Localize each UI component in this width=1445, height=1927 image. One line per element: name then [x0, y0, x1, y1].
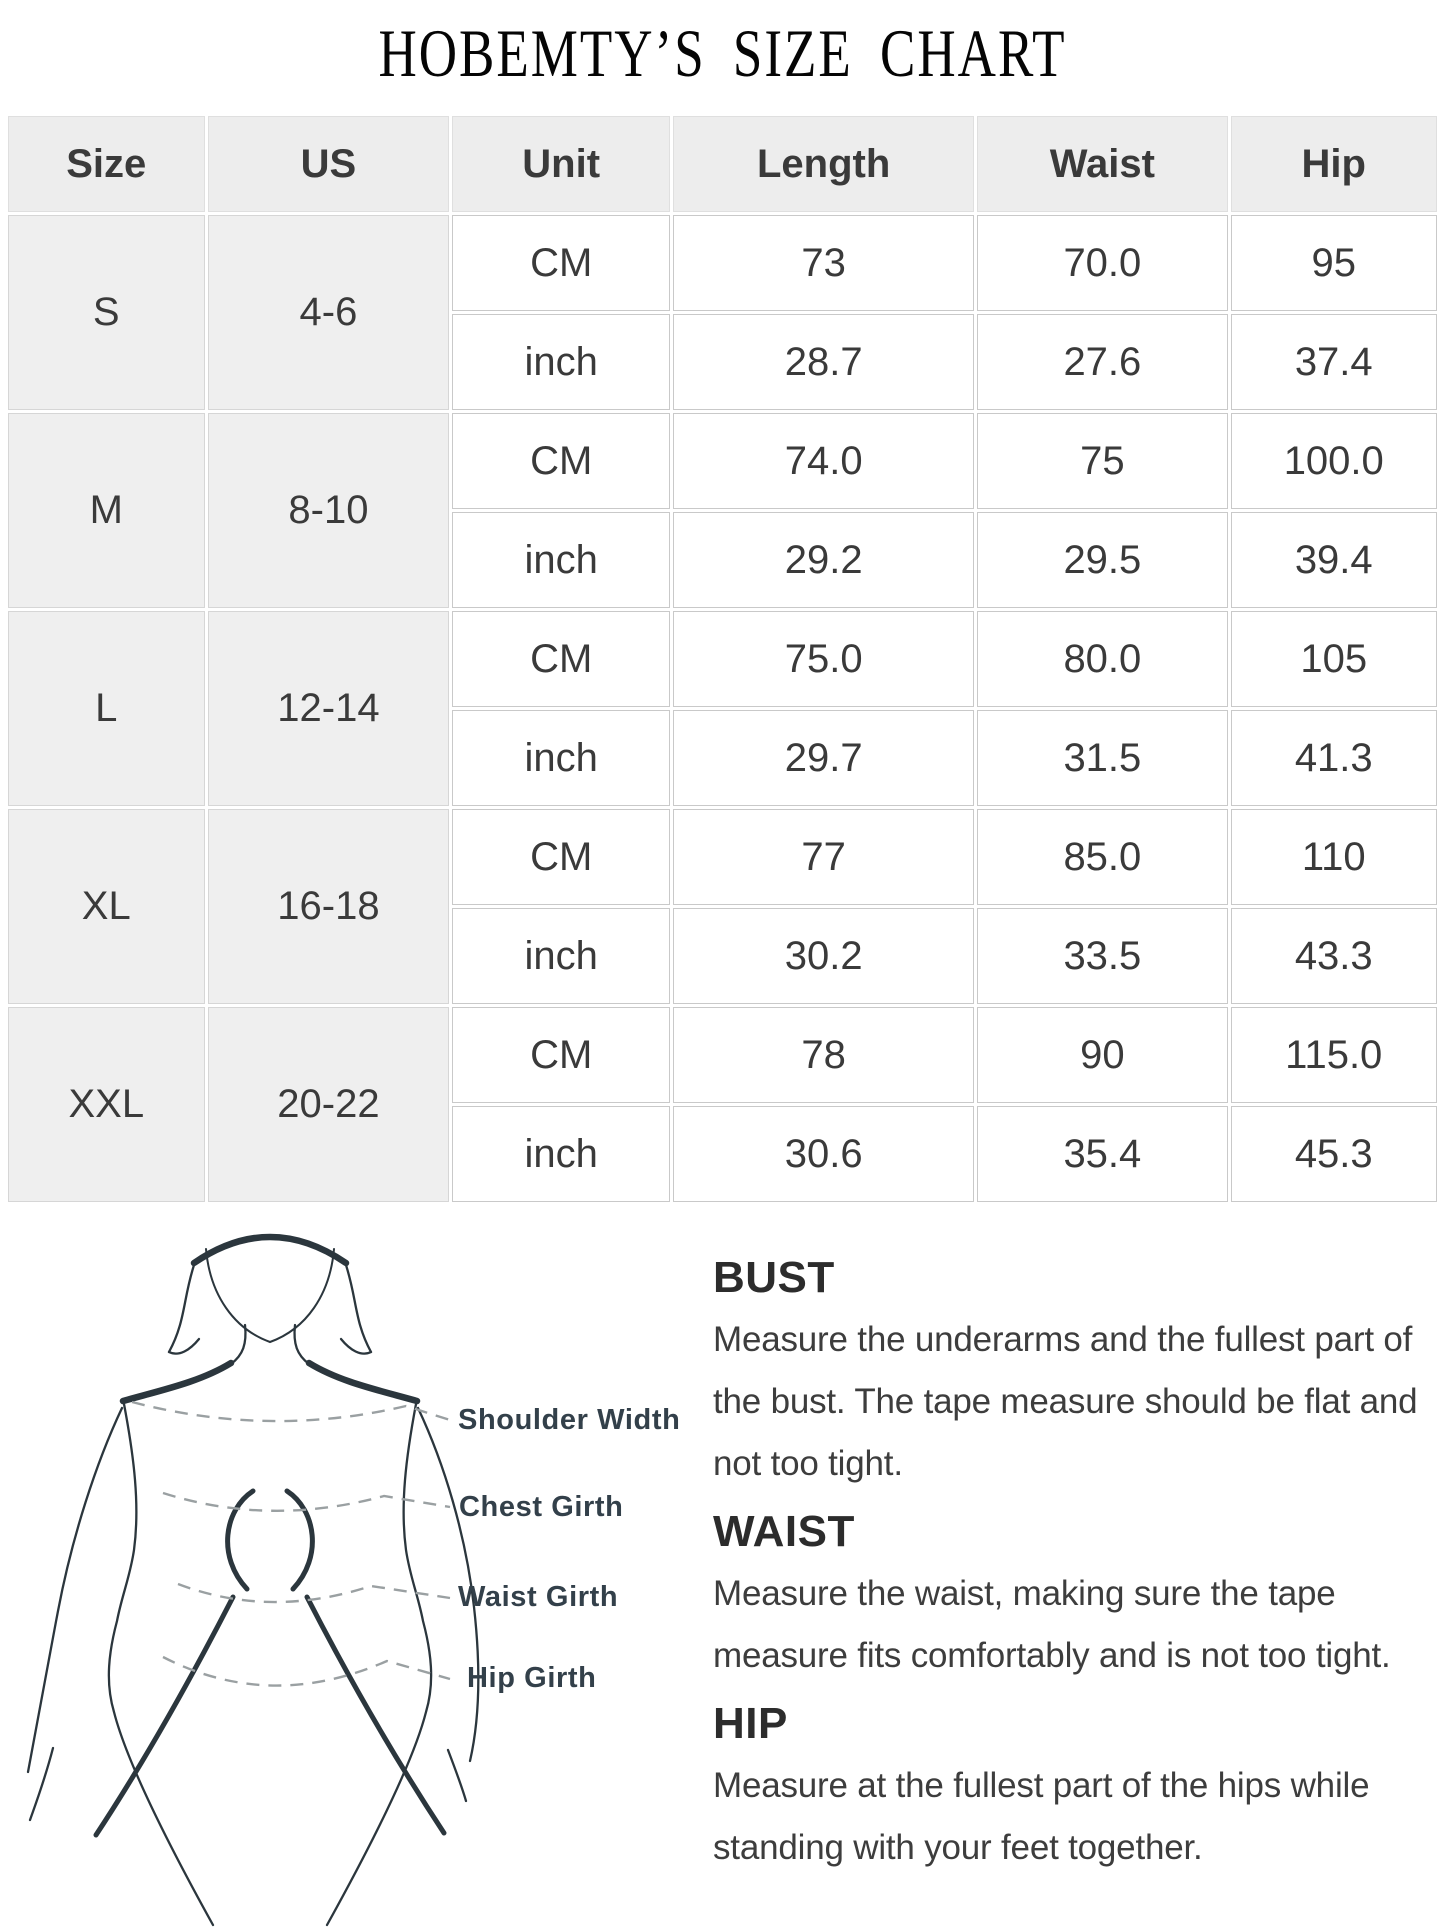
value-cell: 95	[1231, 215, 1438, 311]
unit-cell: CM	[452, 809, 670, 905]
us-size-cell: 16-18	[208, 809, 450, 1004]
value-cell: 45.3	[1231, 1106, 1438, 1202]
guide-heading: HIP	[713, 1699, 788, 1748]
size-table-header	[8, 116, 1437, 212]
hip-measure-dash	[163, 1657, 450, 1686]
unit-cell: CM	[452, 611, 670, 707]
value-cell: 75	[977, 413, 1227, 509]
size-table-body	[8, 215, 1437, 1202]
guide-heading: WAIST	[713, 1507, 855, 1556]
arm-left-outer-line	[28, 1408, 122, 1772]
value-cell: 37.4	[1231, 314, 1438, 410]
guide-section-bust	[713, 1247, 1438, 1495]
value-cell: 85.0	[977, 809, 1227, 905]
value-cell: 115.0	[1231, 1007, 1438, 1103]
bust-right-curve	[287, 1491, 312, 1589]
neck-left-line	[231, 1325, 245, 1364]
size-cell: XL	[8, 809, 205, 1004]
us-size-cell: 20-22	[208, 1007, 450, 1202]
unit-cell: inch	[452, 512, 670, 608]
value-cell: 110	[1231, 809, 1438, 905]
size-cell: XXL	[8, 1007, 205, 1202]
value-cell: 74.0	[673, 413, 974, 509]
column-header-waist: Waist	[977, 116, 1227, 212]
hand-right-line	[448, 1750, 466, 1801]
page-title-row	[0, 16, 1445, 92]
guide-section-waist	[713, 1501, 1438, 1687]
table-row	[8, 413, 1437, 509]
chest-measure-dash	[163, 1493, 450, 1511]
shoulder-left-line	[123, 1363, 231, 1401]
guide-text: Measure at the fullest part of the hips while standing with your feet together.	[713, 1766, 1370, 1867]
arm-right-inner-line	[307, 1597, 444, 1833]
value-cell: 70.0	[977, 215, 1227, 311]
size-cell: S	[8, 215, 205, 410]
unit-cell: inch	[452, 908, 670, 1004]
value-cell: 35.4	[977, 1106, 1227, 1202]
size-cell: L	[8, 611, 205, 806]
unit-cell: inch	[452, 1106, 670, 1202]
unit-cell: inch	[452, 314, 670, 410]
size-cell: M	[8, 413, 205, 608]
value-cell: 75.0	[673, 611, 974, 707]
value-cell: 28.7	[673, 314, 974, 410]
table-row	[8, 215, 1437, 311]
value-cell: 39.4	[1231, 512, 1438, 608]
column-header-length: Length	[673, 116, 974, 212]
value-cell: 29.7	[673, 710, 974, 806]
column-header-size: Size	[8, 116, 205, 212]
table-row	[8, 1007, 1437, 1103]
hand-left-line	[30, 1748, 53, 1820]
guide-heading: BUST	[713, 1253, 835, 1302]
value-cell: 90	[977, 1007, 1227, 1103]
shoulder-measure-dash	[132, 1402, 450, 1421]
measure-label-chest: Chest Girth	[459, 1491, 624, 1523]
shoulder-right-line	[309, 1363, 417, 1401]
measuring-guide	[713, 1247, 1438, 1879]
value-cell: 77	[673, 809, 974, 905]
us-size-cell: 8-10	[208, 413, 450, 608]
arm-left-inner-line	[96, 1597, 233, 1835]
column-header-unit: Unit	[452, 116, 670, 212]
hair-right-line	[345, 1262, 371, 1352]
unit-cell: inch	[452, 710, 670, 806]
value-cell: 30.2	[673, 908, 974, 1004]
guide-section-hip	[713, 1693, 1438, 1879]
header-row	[8, 116, 1437, 212]
measure-label-hip: Hip Girth	[467, 1662, 597, 1694]
unit-cell: CM	[452, 215, 670, 311]
guide-text: Measure the underarms and the fullest part of the bust. The tape measure should be flat and not too tight.	[713, 1320, 1418, 1483]
measure-label-waist: Waist Girth	[458, 1581, 619, 1613]
value-cell: 27.6	[977, 314, 1227, 410]
value-cell: 100.0	[1231, 413, 1438, 509]
value-cell: 31.5	[977, 710, 1227, 806]
unit-cell: CM	[452, 413, 670, 509]
table-row	[8, 611, 1437, 707]
us-size-cell: 4-6	[208, 215, 450, 410]
measure-label-shoulder: Shoulder Width	[458, 1404, 681, 1436]
value-cell: 33.5	[977, 908, 1227, 1004]
value-cell: 80.0	[977, 611, 1227, 707]
column-header-us: US	[208, 116, 450, 212]
value-cell: 29.5	[977, 512, 1227, 608]
hair-left-line	[169, 1262, 195, 1352]
body-measurement-figure	[20, 1205, 660, 1927]
value-cell: 43.3	[1231, 908, 1438, 1004]
page-title: HOBEMTY’S SIZE CHART	[378, 17, 1067, 92]
value-cell: 29.2	[673, 512, 974, 608]
guide-text: Measure the waist, making sure the tape measure fits comfortably and is not too tight.	[713, 1574, 1391, 1675]
size-table	[5, 113, 1440, 1205]
waist-measure-dash	[178, 1584, 450, 1602]
value-cell: 73	[673, 215, 974, 311]
value-cell: 78	[673, 1007, 974, 1103]
column-header-hip: Hip	[1231, 116, 1438, 212]
hair-top-line	[194, 1237, 346, 1263]
bust-left-curve	[228, 1491, 253, 1589]
us-size-cell: 12-14	[208, 611, 450, 806]
face-outline	[206, 1249, 334, 1342]
neck-right-line	[295, 1325, 309, 1364]
table-row	[8, 809, 1437, 905]
unit-cell: CM	[452, 1007, 670, 1103]
value-cell: 30.6	[673, 1106, 974, 1202]
value-cell: 105	[1231, 611, 1438, 707]
value-cell: 41.3	[1231, 710, 1438, 806]
